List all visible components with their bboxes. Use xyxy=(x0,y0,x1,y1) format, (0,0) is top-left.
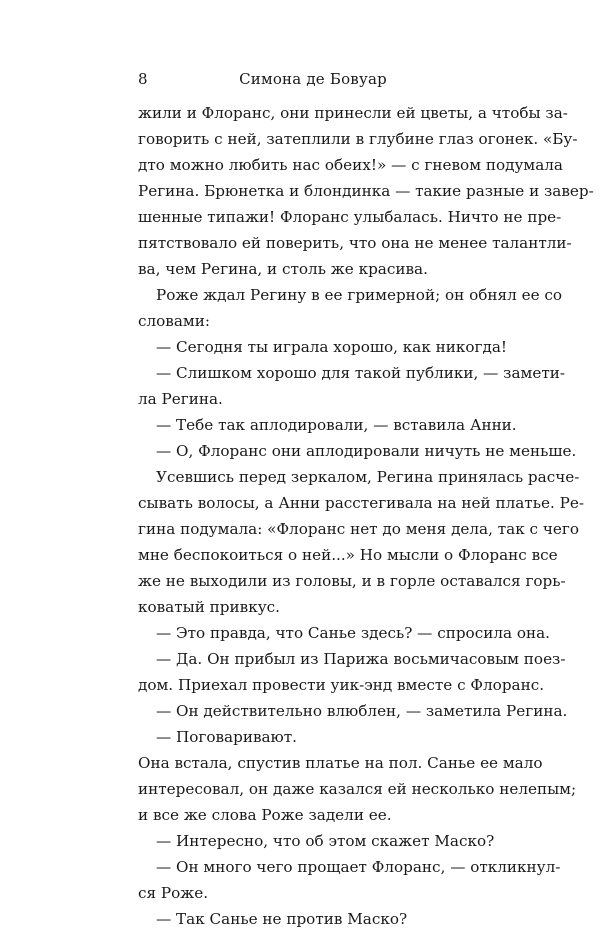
text-line: ва, чем Регина, и столь же красива. xyxy=(138,260,428,278)
text-line: гина подумала: «Флоранс нет до меня дела, так с чего xyxy=(138,520,580,538)
text-line: Регина. Брюнетка и блондинка — такие разные и завер- xyxy=(138,182,594,200)
text-line: пятствовало ей поверить, что она не менее талантли- xyxy=(138,234,572,252)
body-text xyxy=(138,100,594,932)
text-line: — Слишком хорошо для такой публики, — замети- xyxy=(156,364,565,382)
page-header xyxy=(138,70,488,90)
text-line: говорить с ней, затеплили в глубине глаз огонек. «Бу- xyxy=(138,130,578,148)
text-line: — О, Флоранс они аплодировали ничуть не меньше. xyxy=(156,442,577,460)
page-number: 8 xyxy=(138,70,148,88)
text-line: Усевшись перед зеркалом, Регина принялась расче- xyxy=(156,468,580,486)
text-line: ла Регина. xyxy=(138,390,223,408)
text-line: — Так Санье не против Маско? xyxy=(156,910,408,928)
text-line: — Он много чего прощает Флоранс, — откликнул- xyxy=(156,858,561,876)
text-line: — Сегодня ты играла хорошо, как никогда! xyxy=(156,338,508,356)
text-line: словами: xyxy=(138,312,210,330)
text-line: Она встала, спустив платье на пол. Санье ее мало xyxy=(138,754,543,772)
text-line: — Тебе так аплодировали, — вставила Анни. xyxy=(156,416,517,434)
text-line: ся Роже. xyxy=(138,884,209,902)
text-line: — Это правда, что Санье здесь? — спросила она. xyxy=(156,624,550,642)
text-line: жили и Флоранс, они принесли ей цветы, а чтобы за- xyxy=(138,104,568,122)
text-line: дом. Приехал провести уик-энд вместе с Флоранс. xyxy=(138,676,545,694)
text-line: же не выходили из головы, и в горле оставался горь- xyxy=(138,572,566,590)
text-line: сывать волосы, а Анни расстегивала на ней платье. Ре- xyxy=(138,494,584,512)
text-line: шенные типажи! Флоранс улыбалась. Ничто не пре- xyxy=(138,208,562,226)
text-line: и все же слова Роже задели ее. xyxy=(138,806,392,824)
text-line: дто можно любить нас обеих!» — с гневом подумала xyxy=(138,156,563,174)
text-line: мне беспокоиться о ней...» Но мысли о Флоранс все xyxy=(138,546,558,564)
text-line: интересовал, он даже казался ей несколько нелепым; xyxy=(138,780,577,798)
text-line: коватый привкус. xyxy=(138,598,280,616)
text-line: — Интересно, что об этом скажет Маско? xyxy=(156,832,495,850)
text-line: — Он действительно влюблен, — заметила Регина. xyxy=(156,702,568,720)
running-title: Симона де Бовуар xyxy=(239,70,387,88)
text-line: — Поговаривают. xyxy=(156,728,298,746)
text-line: Роже ждал Регину в ее гримерной; он обнял ее со xyxy=(156,286,563,304)
text-line: — Да. Он прибыл из Парижа восьмичасовым поез- xyxy=(156,650,566,668)
